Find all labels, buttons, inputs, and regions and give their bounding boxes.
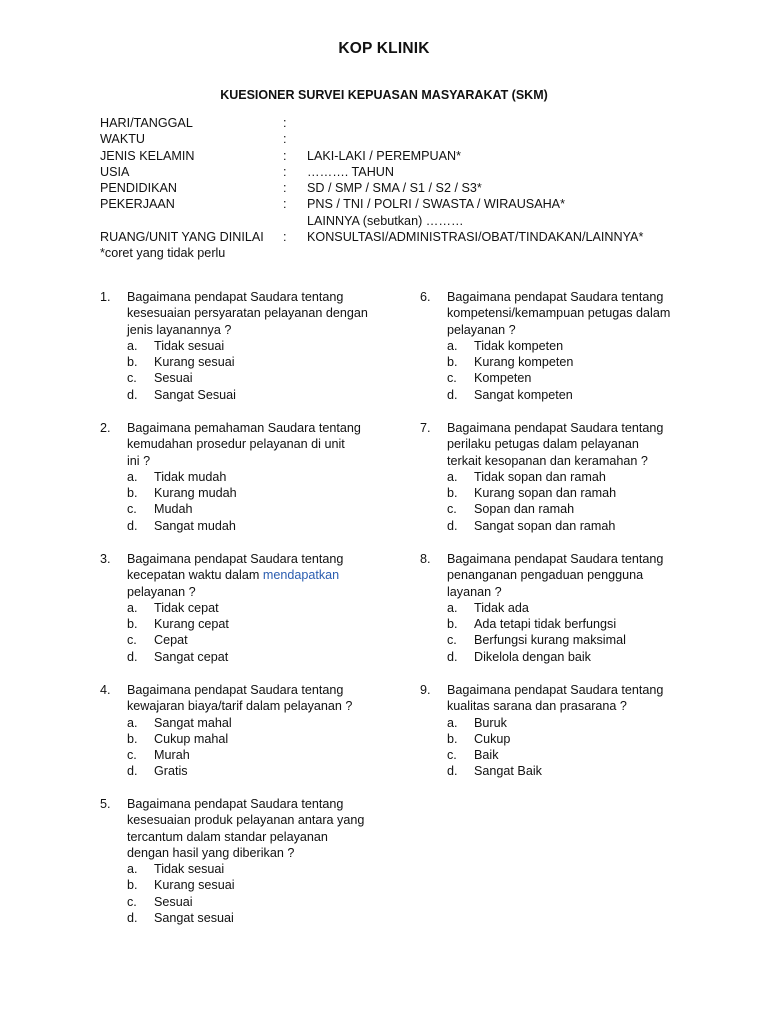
info-row-age <box>100 164 720 180</box>
info-row-date <box>100 115 720 131</box>
option-a[interactable]: a. Tidak sopan dan ramah <box>447 469 606 484</box>
info-label: WAKTU <box>100 132 146 147</box>
info-label: USIA <box>100 164 130 179</box>
option-c[interactable]: c. Murah <box>127 748 190 763</box>
info-row-gender <box>100 148 720 164</box>
info-value: SD / SMP / SMA / S1 / S2 / S3* <box>307 181 482 196</box>
option-b[interactable]: b. Kurang kompeten <box>447 355 574 370</box>
respondent-info <box>100 115 720 262</box>
option-b[interactable]: b. Kurang mudah <box>127 486 237 501</box>
info-row-time <box>100 131 720 147</box>
option-c[interactable]: c. Cepat <box>127 633 188 648</box>
question-9 <box>420 682 720 780</box>
question-8 <box>420 551 720 665</box>
option-a[interactable]: a. Tidak kompeten <box>447 338 564 353</box>
info-row-occupation <box>100 196 720 229</box>
question-text: Bagaimana pendapat Saudara tentang kompetensi/kemampuan petugas dalam pelayanan ? <box>447 290 671 337</box>
question-5 <box>100 796 400 926</box>
option-c[interactable]: c. Kompeten <box>447 371 532 386</box>
option-d[interactable]: d. Sangat sesuai <box>127 911 234 926</box>
option-b[interactable]: b. Cukup mahal <box>127 731 229 746</box>
option-d[interactable]: d. Gratis <box>127 764 188 779</box>
option-a[interactable]: a. Tidak sesuai <box>127 862 225 877</box>
option-b[interactable]: b. Kurang sesuai <box>127 878 235 893</box>
question-7 <box>420 420 720 534</box>
option-a[interactable]: a. Sangat mahal <box>127 715 232 730</box>
question-text: Bagaimana pendapat Saudara tentang perilaku petugas dalam pelayanan terkait kesopanan dan keramahan ? <box>447 421 664 468</box>
info-value <box>307 196 720 229</box>
info-value: LAKI-LAKI / PEREMPUAN* <box>307 148 461 163</box>
info-label: JENIS KELAMIN <box>100 148 195 163</box>
question-number: 6. <box>420 290 431 304</box>
info-row-education <box>100 180 720 196</box>
question-text: Bagaimana pendapat Saudara tentang kesesuaian persyaratan pelayanan dengan jenis layanannya ? <box>127 290 368 337</box>
option-d[interactable]: d. Sangat sopan dan ramah <box>447 518 616 533</box>
strike-note: *coret yang tidak perlu <box>100 246 226 261</box>
info-value <box>307 115 720 131</box>
question-text: Bagaimana pendapat Saudara tentang kualitas sarana dan prasarana ? <box>447 683 664 714</box>
info-label: PEKERJAAN <box>100 197 175 212</box>
question-number: 7. <box>420 421 431 435</box>
question-3 <box>100 551 400 665</box>
question-number: 3. <box>100 552 111 566</box>
kop-title: KOP KLINIK <box>338 40 430 57</box>
info-label: PENDIDIKAN <box>100 181 177 196</box>
option-c[interactable]: c. Berfungsi kurang maksimal <box>447 633 626 648</box>
option-b[interactable]: b. Kurang sopan dan ramah <box>447 486 617 501</box>
question-text: Bagaimana pendapat Saudara tentang penanganan pengaduan pengguna layanan ? <box>447 552 664 599</box>
question-text: Bagaimana pendapat Saudara tentang kewajaran biaya/tarif dalam pelayanan ? <box>127 683 353 714</box>
option-a[interactable]: a. Tidak cepat <box>127 600 219 615</box>
question-text: Bagaimana pendapat Saudara tentang kecepatan waktu dalam mendapatkan pelayanan ? <box>127 552 344 599</box>
question-4 <box>100 682 400 780</box>
option-d[interactable]: d. Sangat mudah <box>127 518 236 533</box>
option-b[interactable]: b. Cukup <box>447 731 511 746</box>
option-c[interactable]: c. Sesuai <box>127 371 193 386</box>
option-c[interactable]: c. Mudah <box>127 502 193 517</box>
question-text: Bagaimana pendapat Saudara tentang kesesuaian produk pelayanan antara yang tercantum dalam standar pelayanan dengan hasil yang diberikan ? <box>127 797 365 860</box>
option-d[interactable]: d. Dikelola dengan baik <box>447 649 591 664</box>
question-text: Bagaimana pemahaman Saudara tentang kemudahan prosedur pelayanan di unit ini ? <box>127 421 361 468</box>
occupation-other: LAINNYA (sebutkan) ……… <box>307 213 464 228</box>
option-c[interactable]: c. Baik <box>447 748 499 763</box>
hyperlink-text[interactable]: mendapatkan <box>262 568 340 583</box>
option-a[interactable]: a. Tidak mudah <box>127 469 227 484</box>
option-d[interactable]: d. Sangat cepat <box>127 649 229 664</box>
option-c[interactable]: c. Sopan dan ramah <box>447 502 575 517</box>
question-number: 8. <box>420 552 431 566</box>
occupation-options: PNS / TNI / POLRI / SWASTA / WIRAUSAHA* <box>307 197 565 212</box>
info-colon: : <box>283 164 287 179</box>
question-2 <box>100 420 400 534</box>
option-b[interactable]: b. Kurang cepat <box>127 617 229 632</box>
question-number: 9. <box>420 683 431 697</box>
info-colon: : <box>283 230 287 245</box>
option-d[interactable]: d. Sangat kompeten <box>447 387 573 402</box>
option-c[interactable]: c. Sesuai <box>127 894 193 909</box>
info-colon: : <box>283 181 287 196</box>
option-b[interactable]: b. Kurang sesuai <box>127 355 235 370</box>
option-b[interactable]: b. Ada tetapi tidak berfungsi <box>447 617 617 632</box>
info-colon: : <box>283 197 287 212</box>
option-a[interactable]: a. Tidak sesuai <box>127 338 225 353</box>
info-colon: : <box>283 132 287 147</box>
question-6 <box>420 289 720 403</box>
info-label: RUANG/UNIT YANG DINILAI <box>100 230 264 245</box>
option-a[interactable]: a. Buruk <box>447 715 507 730</box>
question-number: 1. <box>100 290 111 304</box>
info-value: ………. TAHUN <box>307 164 394 179</box>
question-number: 5. <box>100 797 111 811</box>
info-colon: : <box>283 116 287 130</box>
document-title: KUESIONER SURVEI KEPUASAN MASYARAKAT (SKM) <box>220 88 548 102</box>
option-d[interactable]: d. Sangat Baik <box>447 764 542 779</box>
info-value <box>307 131 720 147</box>
option-d[interactable]: d. Sangat Sesuai <box>127 387 236 402</box>
info-value: KONSULTASI/ADMINISTRASI/OBAT/TINDAKAN/LAINNYA* <box>307 230 644 245</box>
option-a[interactable]: a. Tidak ada <box>447 600 529 615</box>
info-colon: : <box>283 148 287 163</box>
info-row-unit <box>100 229 720 245</box>
question-number: 2. <box>100 421 111 435</box>
question-1 <box>100 289 400 403</box>
question-number: 4. <box>100 683 111 697</box>
info-label: HARI/TANGGAL <box>100 116 193 130</box>
